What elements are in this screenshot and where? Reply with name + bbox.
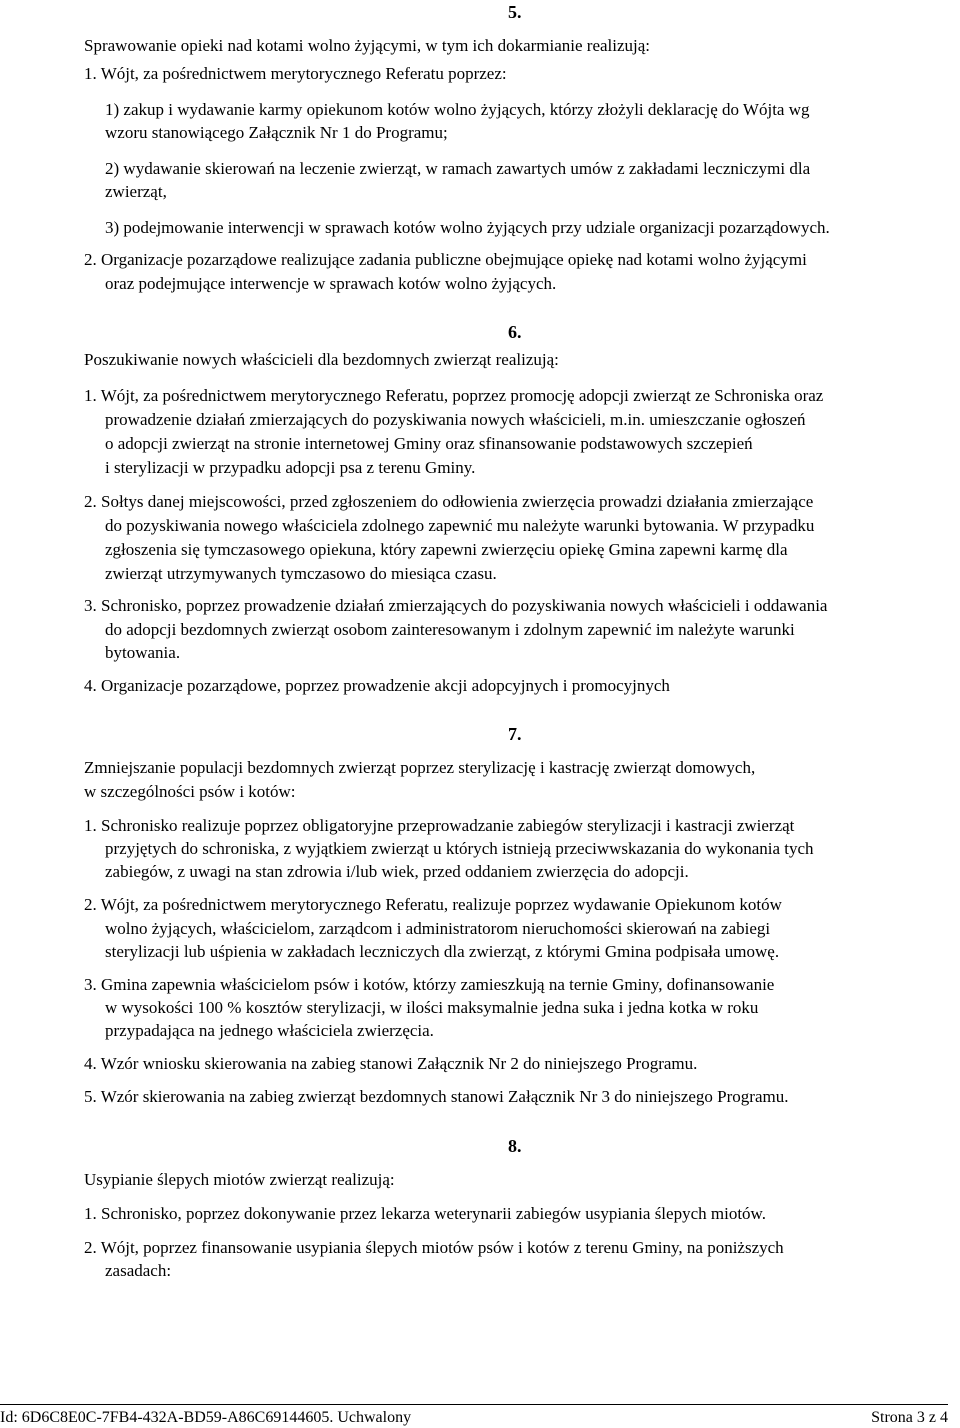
section-5-sub-1-line-2: wzoru stanowiącego Załącznik Nr 1 do Programu; [105,123,448,142]
section-6-item-2-line-2: do pozyskiwania nowego właściciela zdolnego zapewnić mu należyte warunki bytowania. W przypadku [105,516,815,535]
section-6-item-1-line-2: prowadzenie działań zmierzających do pozyskiwania nowych właścicieli, m.in. umieszczanie ogłoszeń [105,410,806,429]
section-7-intro-line-2: w szczególności psów i kotów: [84,782,296,801]
section-6-number: 6. [508,322,522,342]
section-7-number: 7. [508,724,522,744]
section-7-item-4: 4. Wzór wniosku skierowania na zabieg stanowi Załącznik Nr 2 do niniejszego Programu. [84,1054,698,1073]
section-8-item-2-line-1: 2. Wójt, poprzez finansowanie usypiania ślepych miotów psów i kotów z terenu Gminy, na poniższych [84,1238,784,1257]
section-5-intro: Sprawowanie opieki nad kotami wolno żyjącymi, w tym ich dokarmianie realizują: [84,36,651,55]
section-7-item-3-line-3: przypadająca na jednego właściciela zwierzęcia. [105,1021,434,1040]
footer-document-id: Id: 6D6C8E0C-7FB4-432A-BD59-A86C69144605. Uchwalony [0,1409,412,1426]
section-7-item-2-line-1: 2. Wójt, za pośrednictwem merytorycznego Referatu, realizuje poprzez wydawanie Opiekunom kotów [84,895,782,914]
section-6-item-4: 4. Organizacje pozarządowe, poprzez prowadzenie akcji adopcyjnych i promocyjnych [84,676,670,695]
section-7-intro-line-1: Zmniejszanie populacji bezdomnych zwierząt poprzez sterylizację i kastrację zwierząt domowych, [84,758,756,777]
section-7-item-1-line-2: przyjętych do schroniska, z wyjątkiem zwierząt u których istnieją przeciwwskazania do wykonania tych [105,839,814,858]
section-5-sub-1-line-1: 1) zakup i wydawanie karmy opiekunom kotów wolno żyjących, którzy złożyli deklarację do Wójta wg [105,100,810,119]
section-7-item-5: 5. Wzór skierowania na zabieg zwierząt bezdomnych stanowi Załącznik Nr 3 do niniejszego Programu. [84,1087,789,1106]
section-6-item-3-line-1: 3. Schronisko, poprzez prowadzenie działań zmierzających do pozyskiwania nowych właścicieli i oddawania [84,596,828,615]
footer-page-number: Strona 3 z 4 [871,1409,948,1426]
section-7-item-2-line-2: wolno żyjących, właścicielom, zarządcom i administratorom nieruchomości skierowań na zabiegi [105,919,771,938]
footer-divider [0,1404,948,1405]
section-5-sub-2-line-1: 2) wydawanie skierowań na leczenie zwierząt, w ramach zawartych umów z zakładami leczniczymi dla [105,159,811,178]
section-7-item-2-line-3: sterylizacji lub uśpienia w zakładach leczniczych dla zwierząt, z którymi Gmina podpisała umowę. [105,942,780,961]
section-8-intro: Usypianie ślepych miotów zwierząt realizują: [84,1170,395,1189]
section-6-item-1-line-1: 1. Wójt, za pośrednictwem merytorycznego Referatu, poprzez promocję adopcji zwierząt ze Schroniska oraz [84,386,824,405]
section-7-item-3-line-2: w wysokości 100 % kosztów sterylizacji, w ilości maksymalnie jedna suka i jedna kotka w roku [105,998,759,1017]
section-5-sub-3: 3) podejmowanie interwencji w sprawach kotów wolno żyjących przy udziale organizacji pozarządowych. [105,218,830,237]
section-6-item-1-line-3: o adopcji zwierząt na stronie internetowej Gminy oraz sfinansowanie podstawowych szczepień [105,434,753,453]
section-6-item-2-line-1: 2. Sołtys danej miejscowości, przed zgłoszeniem do odłowienia zwierzęcia prowadzi działania zmierzające [84,492,814,511]
section-6-item-1-line-4: i sterylizacji w przypadku adopcji psa z terenu Gminy. [105,458,476,477]
section-8-item-2-line-2: zasadach: [105,1261,172,1280]
section-7-item-3-line-1: 3. Gmina zapewnia właścicielom psów i kotów, którzy zamieszkują na ternie Gminy, dofinansowanie [84,975,775,994]
section-6-item-2-line-4: zwierząt utrzymywanych tymczasowo do miesiąca czasu. [105,564,497,583]
section-5-item-2-line-1: 2. Organizacje pozarządowe realizujące zadania publiczne obejmujące opiekę nad kotami wolno żyjącymi [84,250,807,269]
section-5-item-2-line-2: oraz podejmujące interwencje w sprawach kotów wolno żyjących. [105,274,557,293]
section-5-sub-2-line-2: zwierząt, [105,182,167,201]
section-5-number: 5. [508,2,522,22]
section-7-item-1-line-3: zabiegów, z uwagi na stan zdrowia i/lub wiek, przed oddaniem zwierzęcia do adopcji. [105,862,689,881]
section-8-number: 8. [508,1136,522,1156]
section-7-item-1-line-1: 1. Schronisko realizuje poprzez obligatoryjne przeprowadzanie zabiegów sterylizacji i kastracji zwierząt [84,816,795,835]
section-6-item-3-line-2: do adopcji bezdomnych zwierząt osobom zainteresowanym i zdolnym zapewnić im należyte warunki [105,620,795,639]
section-6-item-3-line-3: bytowania. [105,643,181,662]
section-8-item-1: 1. Schronisko, poprzez dokonywanie przez lekarza weterynarii zabiegów usypiania ślepych miotów. [84,1204,766,1223]
section-5-item-1: 1. Wójt, za pośrednictwem merytorycznego Referatu poprzez: [84,64,507,83]
section-6-intro: Poszukiwanie nowych właścicieli dla bezdomnych zwierząt realizują: [84,350,559,369]
section-6-item-2-line-3: zgłoszenia się tymczasowego opiekuna, który zapewni zwierzęciu opiekę Gmina zapewni karmę dla [105,540,788,559]
